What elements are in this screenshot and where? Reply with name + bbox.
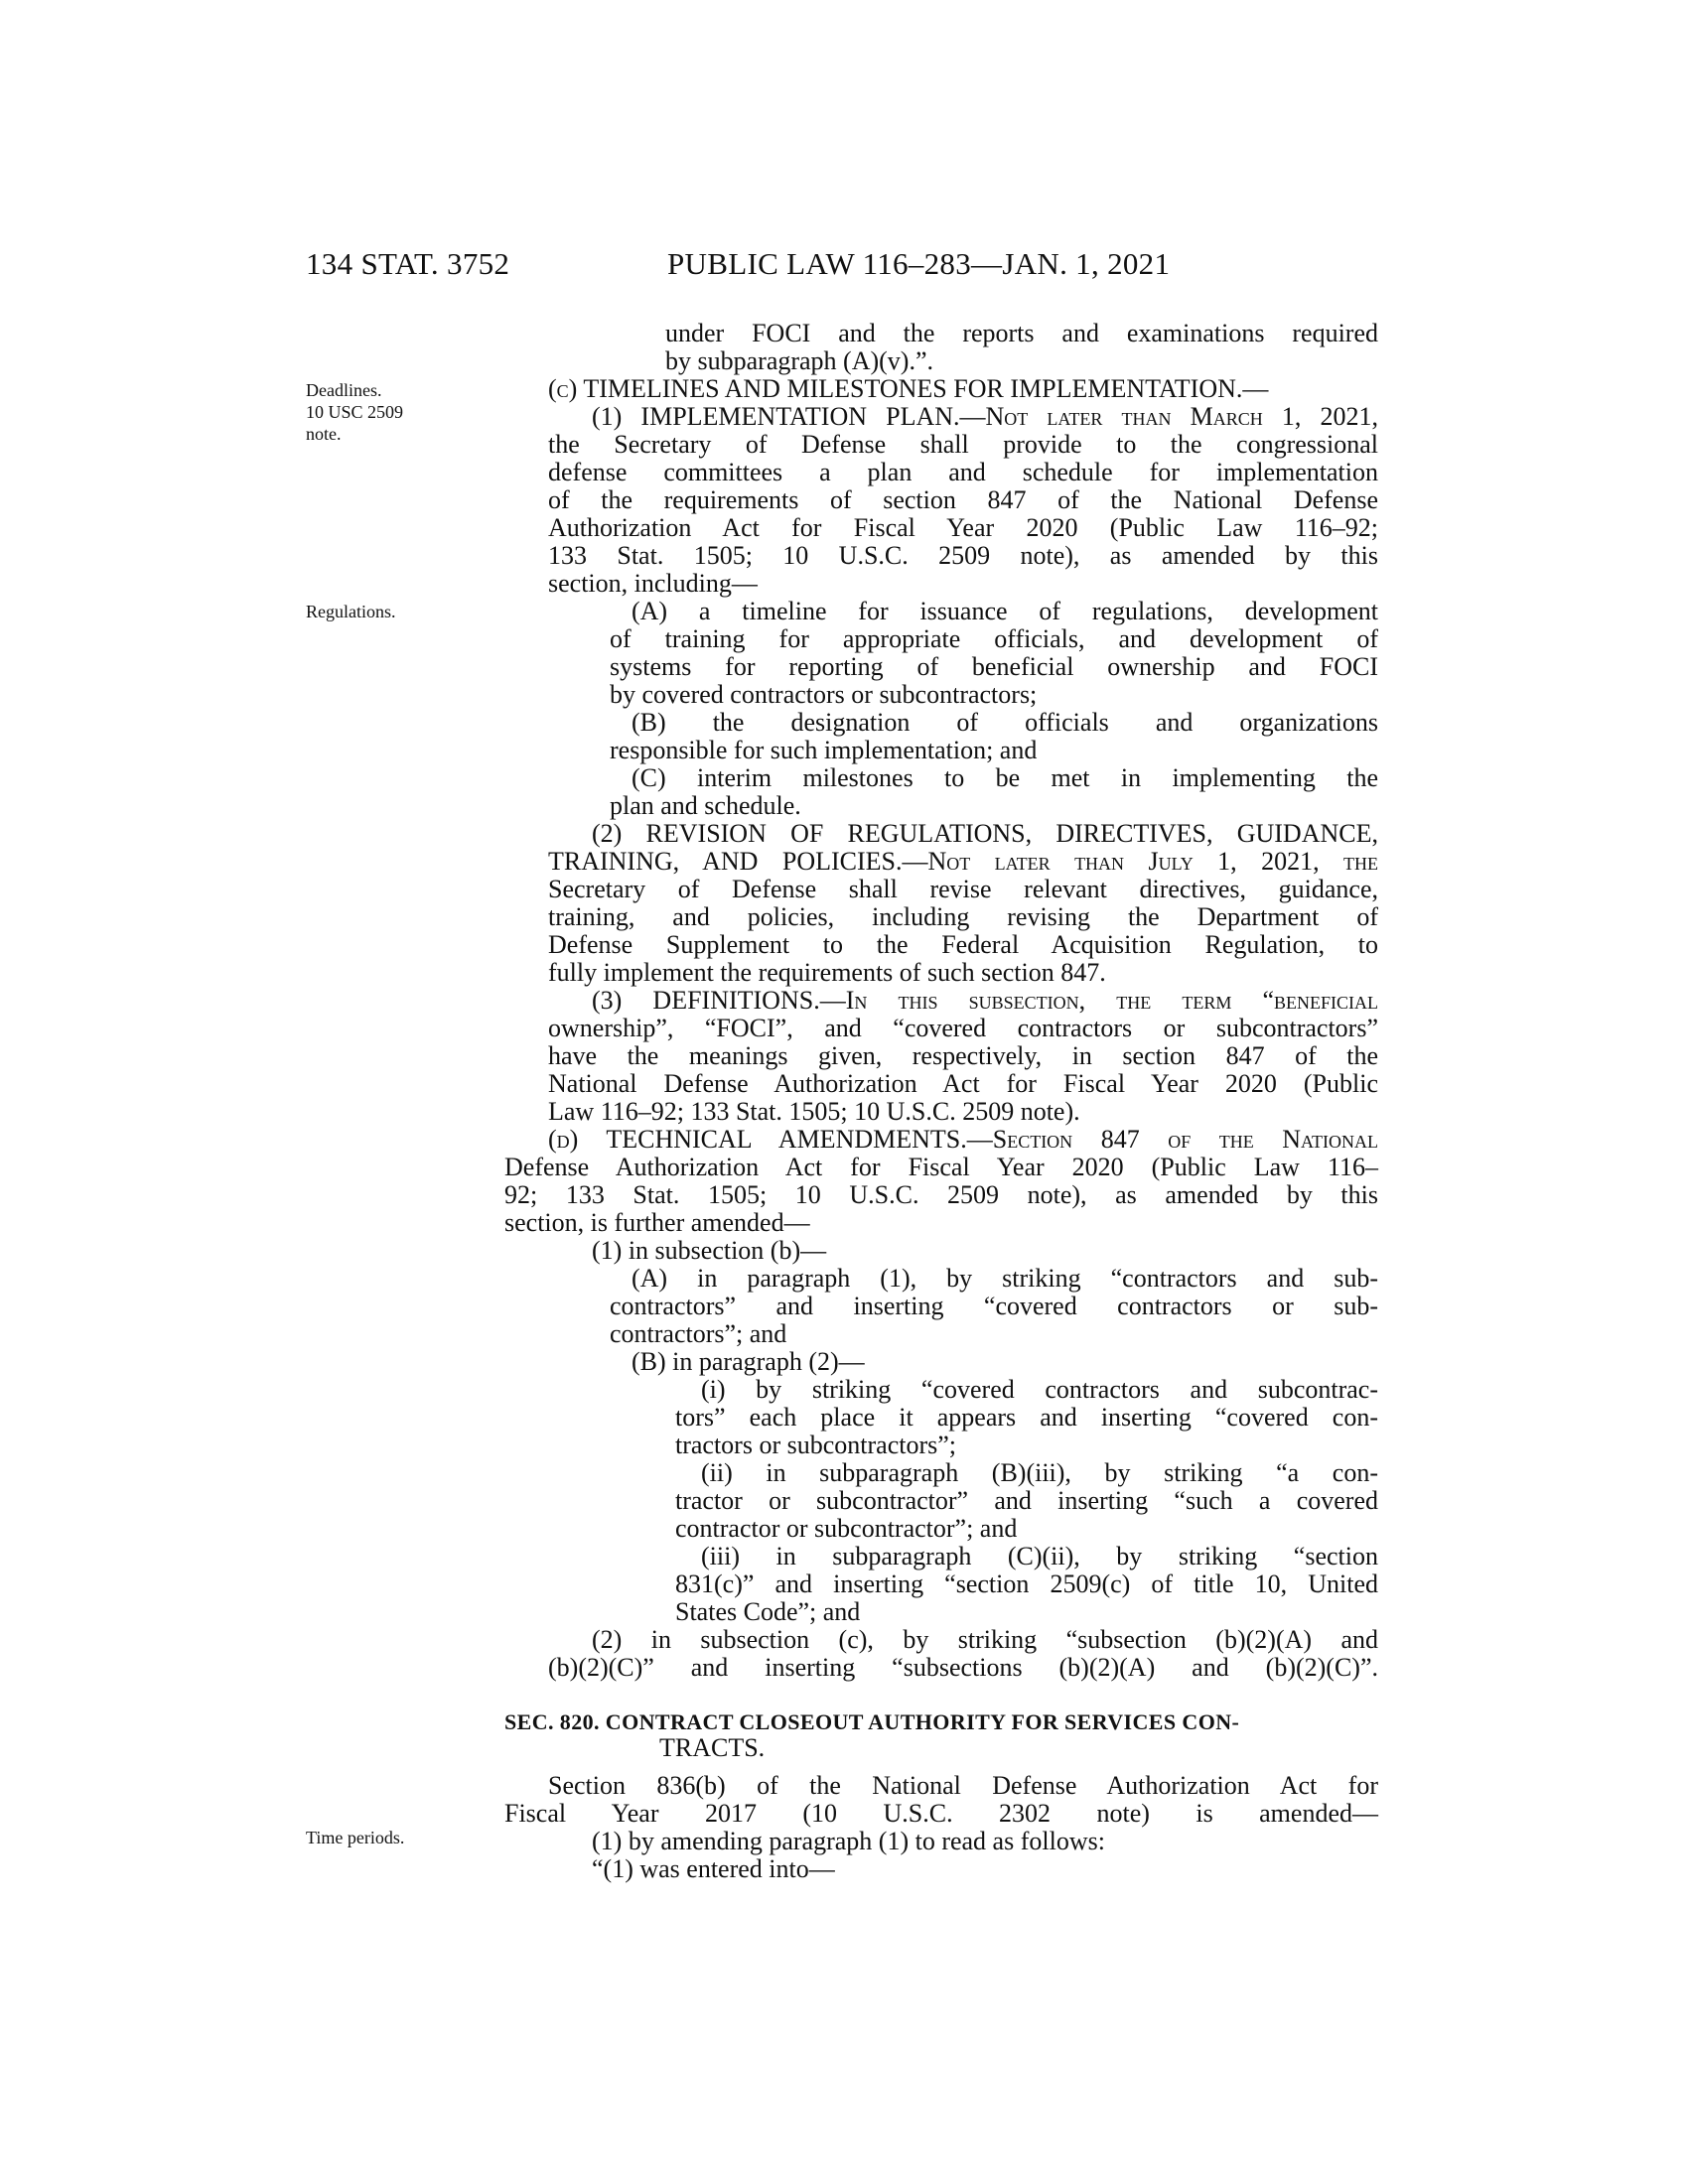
text-line: section, is further amended— bbox=[504, 1208, 810, 1237]
text-line: 92; 133 Stat. 1505; 10 U.S.C. 2509 note), as amended by this bbox=[504, 1180, 1378, 1209]
margin-note-line: note. bbox=[306, 424, 342, 444]
text-line: (3) DEFINITIONS.—In this subsection, the term “beneficial bbox=[592, 986, 1378, 1015]
text-line: plan and schedule. bbox=[610, 791, 801, 820]
text-line: National Defense Authorization Act for Fiscal Year 2020 (Public bbox=[548, 1069, 1378, 1098]
page-header-law: PUBLIC LAW 116–283—JAN. 1, 2021 bbox=[667, 246, 1171, 281]
text-line: (i) by striking “covered contractors and subcontrac- bbox=[701, 1375, 1378, 1404]
text-line: States Code”; and bbox=[675, 1597, 861, 1626]
text-line: under FOCI and the reports and examinations required bbox=[665, 319, 1378, 347]
text-line: tors” each place it appears and inserting “covered con- bbox=[675, 1403, 1378, 1432]
text-line: (A) a timeline for issuance of regulations, development bbox=[632, 597, 1378, 625]
section-heading-line: SEC. 820. CONTRACT CLOSEOUT AUTHORITY FOR SERVICES CON- bbox=[504, 1709, 1240, 1734]
text-line: 831(c)” and inserting “section 2509(c) of title 10, United bbox=[675, 1570, 1378, 1598]
text-line: by subparagraph (A)(v).”. bbox=[665, 346, 934, 375]
margin-note-deadlines bbox=[306, 379, 403, 445]
text-line: the Secretary of Defense shall provide to the congressional bbox=[548, 430, 1378, 459]
margin-note-regulations bbox=[306, 601, 396, 622]
text-line: of training for appropriate officials, and development of bbox=[610, 624, 1378, 653]
text-line: by covered contractors or subcontractors; bbox=[610, 680, 1038, 709]
margin-note-line: 10 USC 2509 bbox=[306, 402, 404, 422]
text-line: (iii) in subparagraph (C)(ii), by striking “section bbox=[701, 1542, 1378, 1570]
margin-note-time-periods bbox=[306, 1827, 404, 1848]
text-line: (1) by amending paragraph (1) to read as follows: bbox=[592, 1827, 1105, 1855]
text-line: (2) REVISION OF REGULATIONS, DIRECTIVES, GUIDANCE, bbox=[592, 819, 1378, 848]
text-line: Section 836(b) of the National Defense Authorization Act for bbox=[548, 1771, 1378, 1800]
text-line: (ii) in subparagraph (B)(iii), by striking “a con- bbox=[701, 1458, 1378, 1487]
text-line: ownership”, “FOCI”, and “covered contractors or subcontractors” bbox=[548, 1014, 1378, 1042]
text-line: TRACTS. bbox=[659, 1733, 766, 1762]
text-line: defense committees a plan and schedule for implementation bbox=[548, 458, 1378, 486]
text-line: have the meanings given, respectively, in section 847 of the bbox=[548, 1041, 1378, 1070]
text-line: (C) interim milestones to be met in implementing the bbox=[632, 763, 1378, 792]
text-line: Authorization Act for Fiscal Year 2020 (Public Law 116–92; bbox=[548, 513, 1378, 542]
text-line: section, including— bbox=[548, 569, 758, 598]
text-line: contractors” and inserting “covered contractors or sub- bbox=[610, 1292, 1378, 1320]
text-line: (1) IMPLEMENTATION PLAN.—Not later than March 1, 2021, bbox=[592, 402, 1378, 431]
text-line: (b)(2)(C)” and inserting “subsections (b)(2)(A) and (b)(2)(C)”. bbox=[548, 1653, 1378, 1682]
margin-note-line: Time periods. bbox=[306, 1828, 405, 1847]
text-line: Secretary of Defense shall revise relevant directives, guidance, bbox=[548, 875, 1378, 903]
text-line: systems for reporting of beneficial ownership and FOCI bbox=[610, 652, 1378, 681]
text-line: contractors”; and bbox=[610, 1319, 787, 1348]
text-line: “(1) was entered into— bbox=[592, 1854, 835, 1883]
text-line: tractor or subcontractor” and inserting “such a covered bbox=[675, 1486, 1378, 1515]
text-line: (A) in paragraph (1), by striking “contractors and sub- bbox=[632, 1264, 1378, 1293]
text-line: Defense Supplement to the Federal Acquisition Regulation, to bbox=[548, 930, 1378, 959]
text-line: fully implement the requirements of such section 847. bbox=[548, 958, 1106, 987]
text-line: Defense Authorization Act for Fiscal Year 2020 (Public Law 116– bbox=[504, 1153, 1378, 1181]
text-line: of the requirements of section 847 of the National Defense bbox=[548, 485, 1378, 514]
text-line: (d) TECHNICAL AMENDMENTS.—Section 847 of the National bbox=[548, 1125, 1378, 1154]
text-line: Fiscal Year 2017 (10 U.S.C. 2302 note) is amended— bbox=[504, 1799, 1378, 1828]
text-line: (1) in subsection (b)— bbox=[592, 1236, 827, 1265]
text-line: (2) in subsection (c), by striking “subsection (b)(2)(A) and bbox=[592, 1625, 1378, 1654]
margin-note-line: Regulations. bbox=[306, 602, 396, 621]
page-header-stat: 134 STAT. 3752 bbox=[306, 246, 510, 281]
text-line: responsible for such implementation; and bbox=[610, 736, 1038, 764]
text-line: 133 Stat. 1505; 10 U.S.C. 2509 note), as amended by this bbox=[548, 541, 1378, 570]
text-line: contractor or subcontractor”; and bbox=[675, 1514, 1018, 1543]
text-line: (B) the designation of officials and organizations bbox=[632, 708, 1378, 737]
text-line: (B) in paragraph (2)— bbox=[632, 1347, 865, 1376]
text-line: training, and policies, including revising the Department of bbox=[548, 902, 1378, 931]
text-line: (c) TIMELINES AND MILESTONES FOR IMPLEMENTATION.— bbox=[548, 374, 1269, 403]
text-line: tractors or subcontractors”; bbox=[675, 1431, 957, 1459]
margin-note-line: Deadlines. bbox=[306, 380, 382, 400]
text-line: Law 116–92; 133 Stat. 1505; 10 U.S.C. 2509 note). bbox=[548, 1097, 1080, 1126]
text-line: TRAINING, AND POLICIES.—Not later than July 1, 2021, the bbox=[548, 847, 1378, 876]
